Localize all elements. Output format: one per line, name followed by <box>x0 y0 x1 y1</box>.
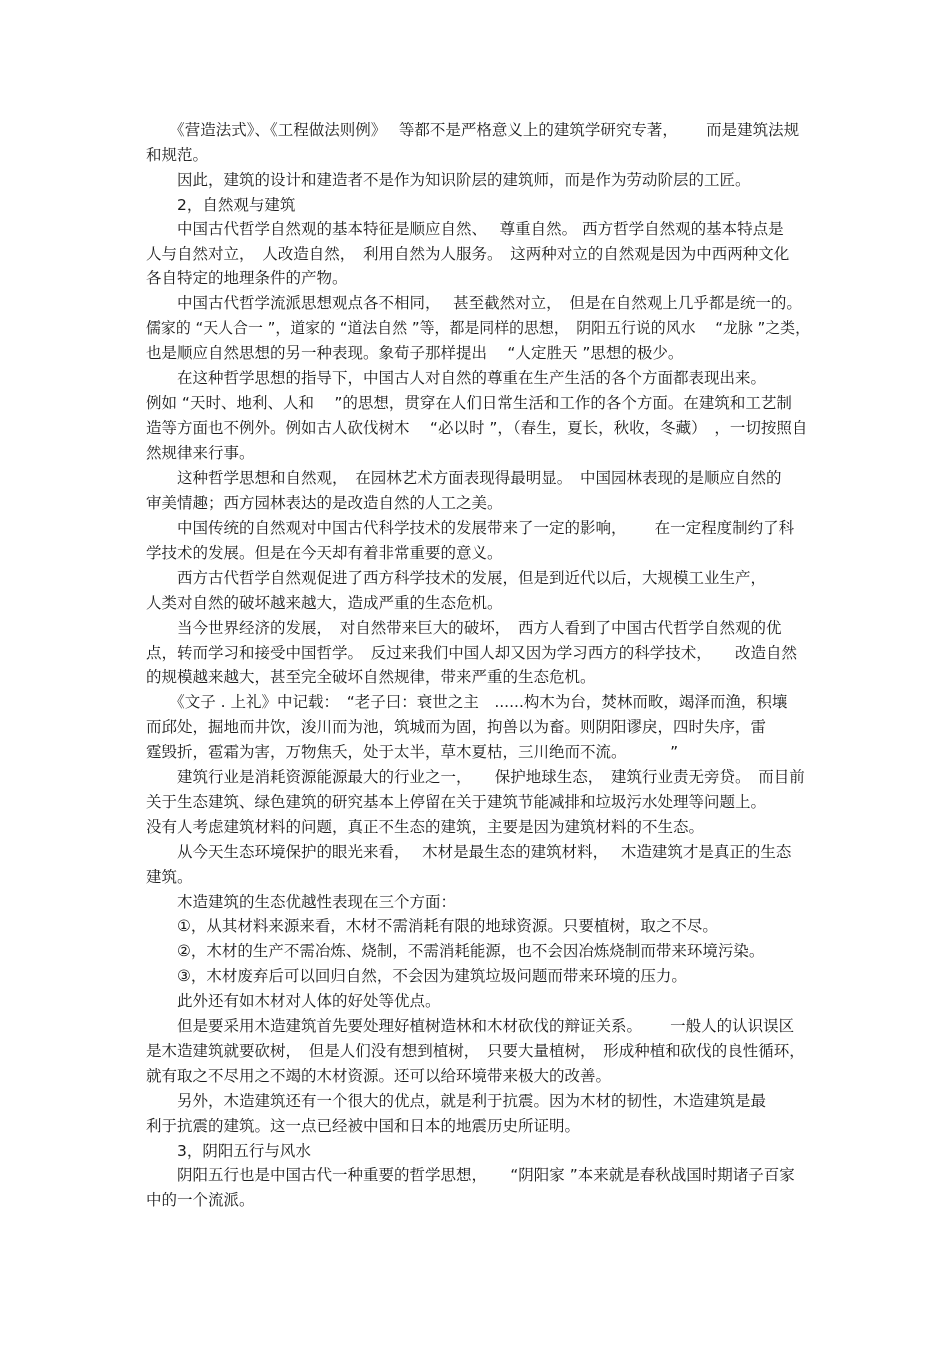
section-heading: 3，阴阳五行与风水 <box>146 1142 311 1160</box>
text-line: 没有人考虑建筑材料的问题，真正不生态的建筑，主要是因为建筑材料的不生态。 <box>146 818 705 836</box>
text-line: 各自特定的地理条件的产物。 <box>146 269 348 287</box>
text-line: 审美情趣；西方园林表达的是改造自然的人工之美。 <box>146 494 503 512</box>
text-line: 因此，建筑的设计和建造者不是作为知识阶层的建筑师，而是作为劳动阶层的工匠。 <box>146 171 751 189</box>
text-line: 例如 “天时、地利、人和 ”的思想，贯穿在人们日常生活和工作的各个方面。在建筑和工艺制 <box>146 394 792 412</box>
text-line: 中国古代哲学流派思想观点各不相同， 甚至截然对立， 但是在自然观上几乎都是统一的。 <box>146 294 802 312</box>
text-line: 《营造法式》、《工程做法则例》 等都不是严格意义上的建筑学研究专著， 而是建筑法规 <box>146 121 800 139</box>
list-item: ①，从其材料来源来看，木材不需消耗有限的地球资源。只要植树，取之不尽。 <box>146 917 718 935</box>
text-line: 然规律来行事。 <box>146 444 255 462</box>
text-line: 另外，木造建筑还有一个很大的优点，就是利于抗震。因为木材的韧性，木造建筑是最 <box>146 1092 767 1110</box>
text-line: 但是要采用木造建筑首先要处理好植树造林和木材砍伐的辩证关系。 一般人的认识误区 <box>146 1017 795 1035</box>
section-heading: 2，自然观与建筑 <box>146 196 296 214</box>
text-line: 利于抗震的建筑。这一点已经被中国和日本的地震历史所证明。 <box>146 1117 581 1135</box>
text-line: 西方古代哲学自然观促进了西方科学技术的发展，但是到近代以后，大规模工业生产， <box>146 569 767 587</box>
list-item: ③，木材废弃后可以回归自然，不会因为建筑垃圾问题而带来环境的压力。 <box>146 967 687 985</box>
text-line: 霆毁折，雹霜为害，万物焦夭，处于太半，草木夏枯，三川绝而不流。 ” <box>146 743 679 761</box>
text-line: 木造建筑的生态优越性表现在三个方面： <box>146 893 457 911</box>
text-line: 儒家的 “天人合一 ”，道家的 “道法自然 ”等，都是同样的思想， 阴阳五行说的风水 “龙脉 ”之类， <box>146 319 810 337</box>
text-line: 建筑。 <box>146 868 193 886</box>
text-line: 中的一个流派。 <box>146 1191 255 1209</box>
text-line: 从今天生态环境保护的眼光来看， 木材是最生态的建筑材料， 木造建筑才是真正的生态 <box>146 843 792 861</box>
text-line: 人类对自然的破坏越来越大，造成严重的生态危机。 <box>146 594 503 612</box>
text-line: 在这种哲学思想的指导下，中国古人对自然的尊重在生产生活的各个方面都表现出来。 <box>146 369 767 387</box>
text-line: 也是顺应自然思想的另一种表现。象荀子那样提出 “人定胜天 ”思想的极少。 <box>146 344 684 362</box>
text-line: 中国古代哲学自然观的基本特征是顺应自然、 尊重自然。 西方哲学自然观的基本特点是 <box>146 220 784 238</box>
list-item: ②，木材的生产不需冶炼、烧制，不需消耗能源，也不会因冶炼烧制而带来环境污染。 <box>146 942 765 960</box>
text-line: 此外还有如木材对人体的好处等优点。 <box>146 992 441 1010</box>
text-line: 和规范。 <box>146 146 209 164</box>
text-line: 中国传统的自然观对中国古代科学技术的发展带来了一定的影响， 在一定程度制约了科 <box>146 519 795 537</box>
text-line: 这种哲学思想和自然观， 在园林艺术方面表现得最明显。 中国园林表现的是顺应自然的 <box>146 469 782 487</box>
text-line: 学技术的发展。但是在今天却有着非常重要的意义。 <box>146 544 503 562</box>
text-line: 关于生态建筑、绿色建筑的研究基本上停留在关于建筑节能减排和垃圾污水处理等问题上。 <box>146 793 767 811</box>
text-line: 点，转而学习和接受中国哲学。 反过来我们中国人却又因为学习西方的科学技术， 改造自然 <box>146 644 798 662</box>
text-line: 建筑行业是消耗资源能源最大的行业之一， 保护地球生态， 建筑行业责无旁贷。 而目前 <box>146 768 805 786</box>
text-line: 的规模越来越大，甚至完全破坏自然规律，带来严重的生态危机。 <box>146 668 596 686</box>
text-line: 就有取之不尽用之不竭的木材资源。还可以给环境带来极大的改善。 <box>146 1067 612 1085</box>
text-line: 而邱处，掘地而井饮，浚川而为池，筑城而为固，拘兽以为畜。则阴阳谬戾，四时失序，雷 <box>146 718 767 736</box>
text-line: 是木造建筑就要砍树， 但是人们没有想到植树， 只要大量植树， 形成种植和砍伐的良性循环， <box>146 1042 805 1060</box>
text-line: 造等方面也不例外。例如古人砍伐树木 “必以时 ”，（春生，夏长，秋收，冬藏） ，一切按照自 <box>146 419 808 437</box>
text-line: 阴阳五行也是中国古代一种重要的哲学思想， “阴阳家 ”本来就是春秋战国时期诸子百家 <box>146 1166 795 1184</box>
text-line: 《文子 . 上礼》中记载： “老子曰：衰世之主 ......构木为台，焚林而畋，竭泽而渔，积壤 <box>146 693 788 711</box>
text-line: 当今世界经济的发展， 对自然带来巨大的破坏， 西方人看到了中国古代哲学自然观的优 <box>146 619 782 637</box>
text-line: 人与自然对立， 人改造自然， 利用自然为人服务。 这两种对立的自然观是因为中西两种文化 <box>146 245 790 263</box>
